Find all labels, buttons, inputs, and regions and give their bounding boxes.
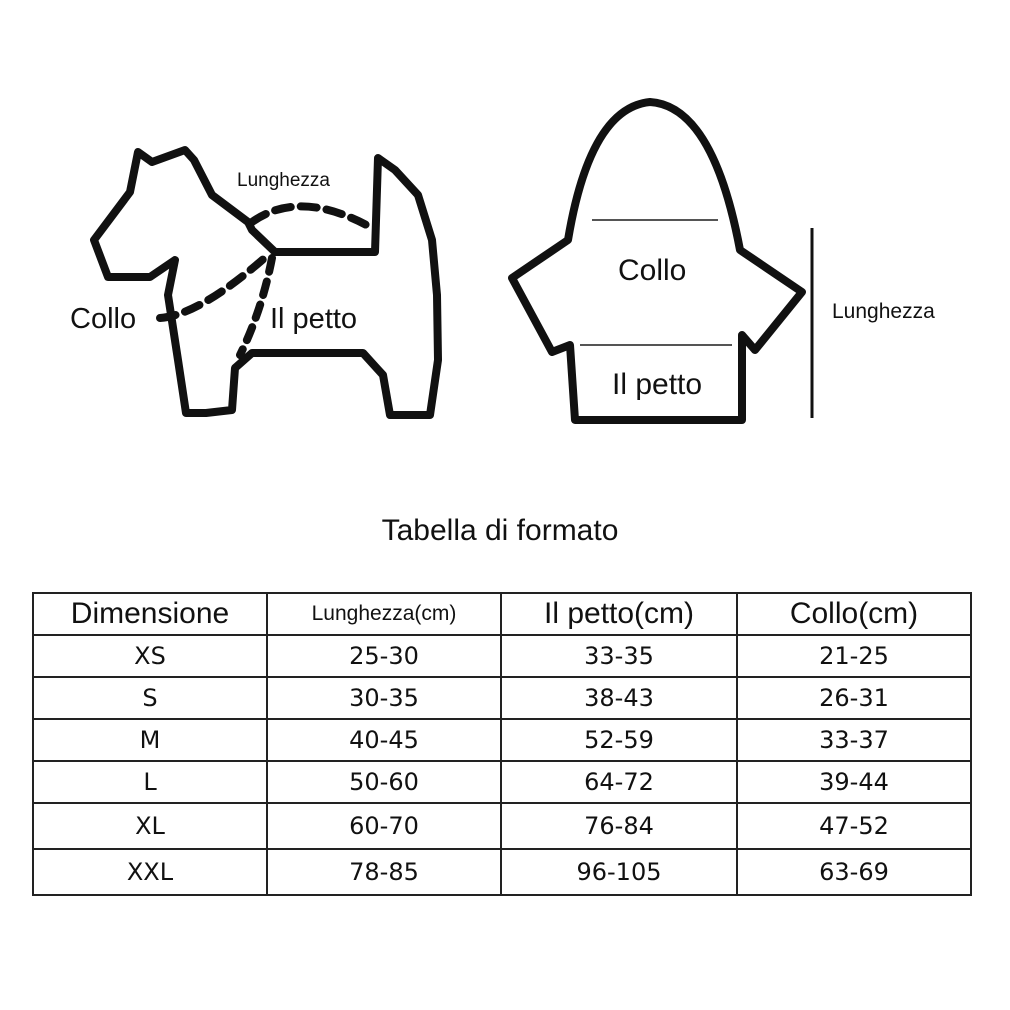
cell-petto: 38-43: [501, 677, 737, 719]
size-table-title: Tabella di formato: [381, 514, 619, 547]
table-row: [33, 677, 971, 719]
cell-collo: 63-69: [737, 849, 971, 895]
header-lunghezza: Lunghezza(cm): [267, 593, 501, 635]
cell-size: XS: [33, 635, 267, 677]
cell-size: M: [33, 719, 267, 761]
cell-petto: 76-84: [501, 803, 737, 849]
cell-petto: 52-59: [501, 719, 737, 761]
table-row: [33, 719, 971, 761]
cell-collo: 39-44: [737, 761, 971, 803]
cell-size: L: [33, 761, 267, 803]
cell-lunghezza: 40-45: [267, 719, 501, 761]
table-row: [33, 849, 971, 895]
dog-length-dashed-line: [252, 206, 372, 228]
dog-neck-label: Collo: [70, 303, 137, 335]
cell-collo: 47-52: [737, 803, 971, 849]
size-table: [32, 592, 972, 896]
dog-length-label: Lunghezza: [237, 170, 330, 191]
hoodie-neck-label: Collo: [618, 254, 687, 287]
cell-size: XXL: [33, 849, 267, 895]
table-row: [33, 803, 971, 849]
cell-collo: 26-31: [737, 677, 971, 719]
hoodie-length-label: Lunghezza: [832, 300, 935, 323]
cell-lunghezza: 30-35: [267, 677, 501, 719]
illustration-svg: [0, 0, 1010, 480]
cell-petto: 96-105: [501, 849, 737, 895]
hoodie-chest-label: Il petto: [612, 368, 703, 401]
cell-lunghezza: 60-70: [267, 803, 501, 849]
dog-chest-dashed-line: [240, 258, 272, 355]
table-row: [33, 761, 971, 803]
cell-petto: 64-72: [501, 761, 737, 803]
cell-collo: 33-37: [737, 719, 971, 761]
header-petto: Il petto(cm): [501, 593, 737, 635]
cell-petto: 33-35: [501, 635, 737, 677]
header-dimensione: Dimensione: [33, 593, 267, 635]
table-header-row: [33, 593, 971, 635]
table-row: [33, 635, 971, 677]
measurement-illustrations: [0, 0, 1010, 480]
cell-collo: 21-25: [737, 635, 971, 677]
cell-size: S: [33, 677, 267, 719]
header-collo: Collo(cm): [737, 593, 971, 635]
cell-lunghezza: 78-85: [267, 849, 501, 895]
cell-lunghezza: 50-60: [267, 761, 501, 803]
cell-size: XL: [33, 803, 267, 849]
dog-chest-label: Il petto: [270, 303, 358, 335]
cell-lunghezza: 25-30: [267, 635, 501, 677]
